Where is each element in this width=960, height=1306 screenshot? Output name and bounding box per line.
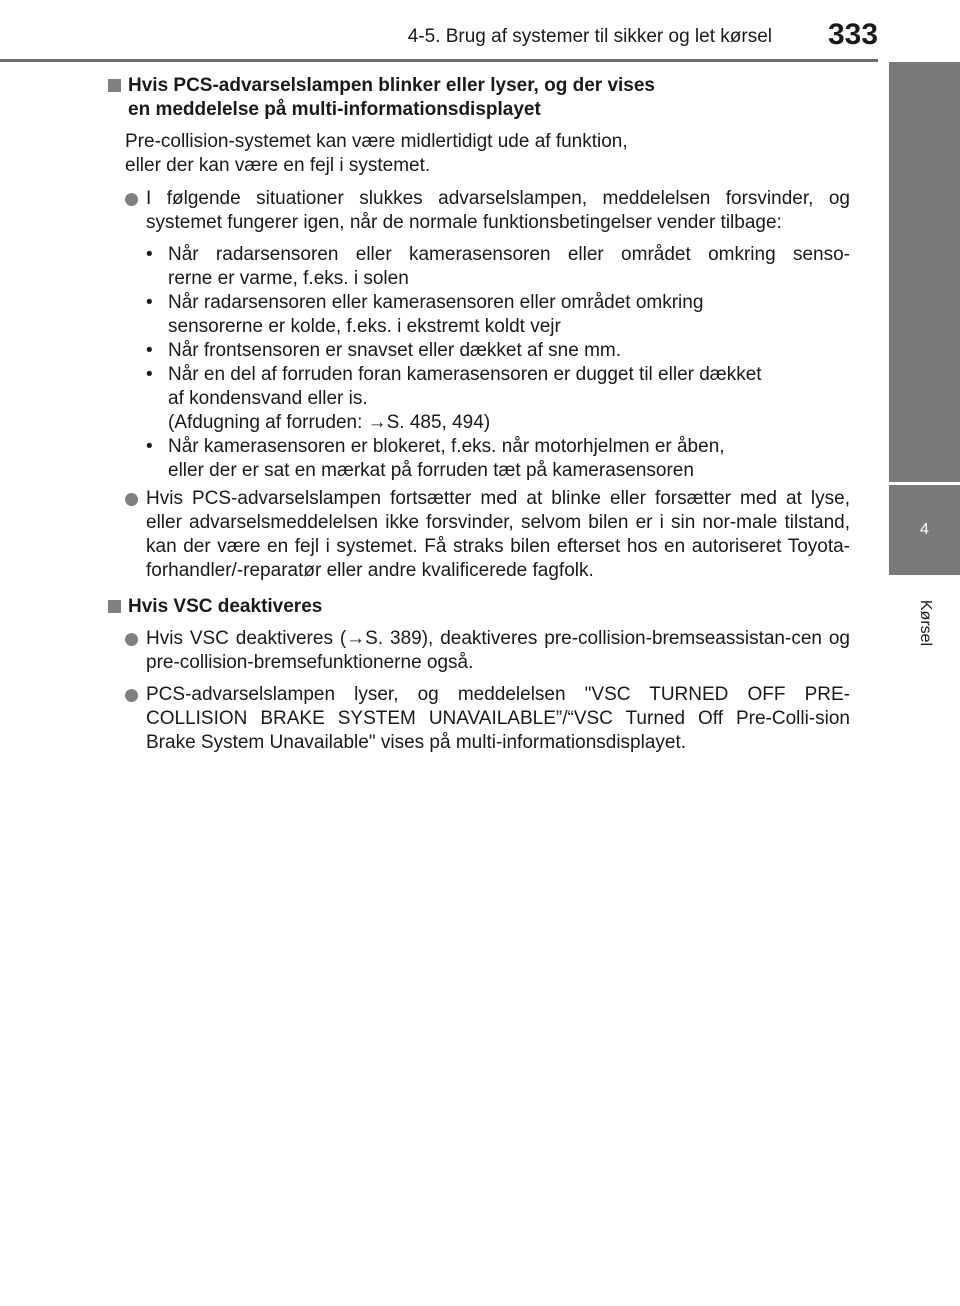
section-heading-pcs [106, 74, 850, 122]
page-reference-link[interactable]: (Afdugning af forruden: →S. 485, 494) [168, 412, 491, 433]
bullet-text: PCS-advarselslampen lyser, og meddelelsen "VSC TURNED OFF PRE-COLLISION BRAKE SYSTEM UNAVAILABLE”/“VSC Turned Off Pre-Colli-sion Brake System Unavailable" vises på multi-informationsdisplayet. [146, 684, 850, 753]
intro-line: Pre-collision-systemet kan være midlertidigt ude af funktion, [125, 131, 628, 152]
sub-item: • Når en del af forruden foran kamerasensoren er dugget til eller dækket af kondensvand eller is. (Afdugning af forruden: →S. 485, 494) [146, 363, 850, 435]
section-heading-vsc [106, 595, 850, 619]
bullet-item [125, 627, 850, 675]
bullet-text: I følgende situationer slukkes advarselslampen, meddelelsen forsvinder, og systemet fungerer igen, når de normale funktionsbetingelser vender tilbage: [146, 188, 850, 233]
sub-item-line: rerne er varme, f.eks. i solen [168, 268, 409, 289]
page-content [106, 74, 850, 763]
section-title: 4-5. Brug af systemer til sikker og let kørsel [407, 26, 772, 47]
circle-bullet-icon [125, 633, 138, 646]
chapter-label: Kørsel [916, 599, 934, 647]
heading-line: en meddelelse på multi-informationsdisplayet [128, 99, 541, 120]
sub-item: • Når radarsensoren eller kamerasensoren eller området omkring sensorerne er kolde, f.eks. i ekstremt koldt vejr [146, 291, 850, 339]
sub-item-line: eller der er sat en mærkat på forruden tæt på kamerasensoren [168, 460, 694, 481]
bullet-item [125, 187, 850, 235]
chapter-number: 4 [920, 521, 929, 538]
bullet-item [125, 683, 850, 755]
intro-line: eller der kan være en fejl i systemet. [125, 155, 431, 176]
chapter-number-tab[interactable] [889, 485, 960, 575]
bullet-item [125, 487, 850, 583]
square-bullet-icon [108, 79, 121, 92]
heading-line: Hvis PCS-advarselslampen blinker eller lyser, og der vises [128, 75, 655, 96]
sub-item-line: Når radarsensoren eller kamerasensoren eller området omkring [168, 292, 704, 313]
page-number: 333 [828, 18, 879, 51]
circle-bullet-icon [125, 689, 138, 702]
bullet-text: Hvis PCS-advarselslampen fortsætter med at blinke eller forsætter med at lyse, eller advarselsmeddelelsen ikke forsvinder, selvom bilen er i sin nor-male tilstand, kan der være en fejl i systemet. Få straks bilen efterset hos en autoriseret Toyota-forhandler/-reparatør eller andre kvalificerede fagfolk. [146, 488, 850, 581]
circle-bullet-icon [125, 493, 138, 506]
circle-bullet-icon [125, 193, 138, 206]
sub-item-line: Når kamerasensoren er blokeret, f.eks. når motorhjelmen er åben, [168, 436, 725, 457]
sub-item: • Når frontsensoren er snavset eller dækket af sne mm. [146, 339, 850, 363]
sub-item-line: sensorerne er kolde, f.eks. i ekstremt koldt vejr [168, 316, 561, 337]
sub-item-line: af kondensvand eller is. [168, 388, 368, 409]
sub-list [106, 243, 850, 483]
intro-paragraph [125, 130, 850, 178]
sub-item-line: Når frontsensoren er snavset eller dækket af sne mm. [168, 340, 622, 361]
sub-item-line: Når en del af forruden foran kamerasensoren er dugget til eller dækket [168, 364, 762, 385]
square-bullet-icon [108, 600, 121, 613]
chapter-label-tab[interactable] [889, 578, 960, 668]
sub-item-line: Når radarsensoren eller kamerasensoren eller området omkring senso- [168, 244, 850, 265]
sub-item: • Når kamerasensoren er blokeret, f.eks. når motorhjelmen er åben, eller der er sat en mærkat på forruden tæt på kamerasensoren [146, 435, 850, 483]
side-tab-bar [889, 62, 960, 482]
sub-item: • Når radarsensoren eller kamerasensoren eller området omkring senso- rerne er varme, f.eks. i solen [146, 244, 850, 289]
heading-line: Hvis VSC deaktiveres [128, 596, 323, 617]
bullet-text: Hvis VSC deaktiveres (→S. 389), deaktiveres pre-collision-bremseassistan-cen og pre-collision-bremsefunktionerne også. [146, 628, 850, 673]
header-rule [0, 59, 878, 62]
